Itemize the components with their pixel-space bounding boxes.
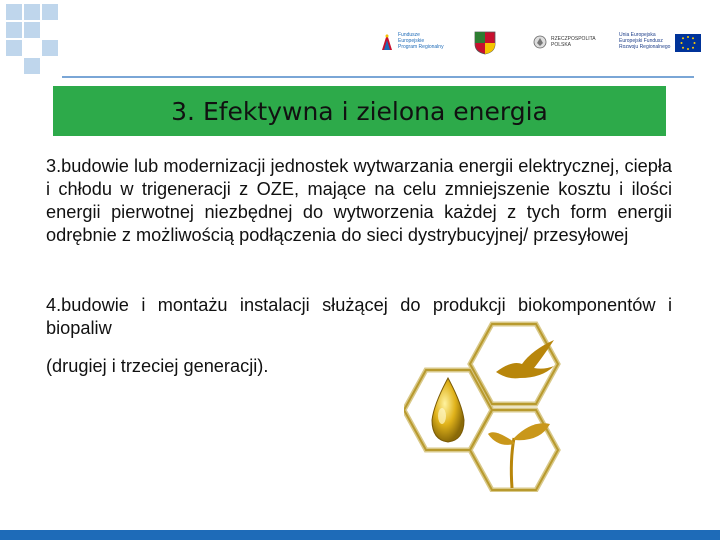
fundusze-logo-text: Fundusze Europejskie Program Regionalny [398,32,444,50]
eu-logo-text: Unia Europejska Europejski Fundusz Rozwoju Regionalnego [619,32,671,50]
header-divider [62,76,694,78]
ministry-logo-text: RZECZPOSPOLITA POLSKA [551,36,596,48]
decorative-squares [0,0,70,80]
ministry-logo [533,28,603,60]
paragraph-generation-note: (drugiej i trzeciej generacji). [46,356,269,376]
seedling-icon [511,438,514,488]
paragraph-4: 4.budowie i montażu instalacji służącej do produkcji biokomponentów i biopaliw [46,295,672,338]
biofuel-honeycomb-illustration [404,320,584,492]
eu-logo [619,28,701,60]
bird-icon [496,340,554,378]
logo-strip [380,28,700,62]
title-banner [53,86,666,136]
drop-icon [432,378,464,442]
paragraph-3: 3.budowie lub modernizacji jednostek wytwarzania energii elektrycznej, ciepła i chłodu w trigeneracji z OZE, mające na celu zmniejszenie kosztu i ilości energii pierwotnej niezbędnej do wytworzenia każdej z tych form energii odrębnie z możliwością podłączenia do sieci dystrybucyjnej/ przesyłowej [46,156,672,245]
fundusze-europejskie-logo [380,28,450,60]
slide-title: 3. Efektywna i zielona energia [171,96,548,126]
eu-flag-icon [675,34,701,52]
footer-bar [0,530,720,540]
regional-crest-logo [474,28,498,60]
